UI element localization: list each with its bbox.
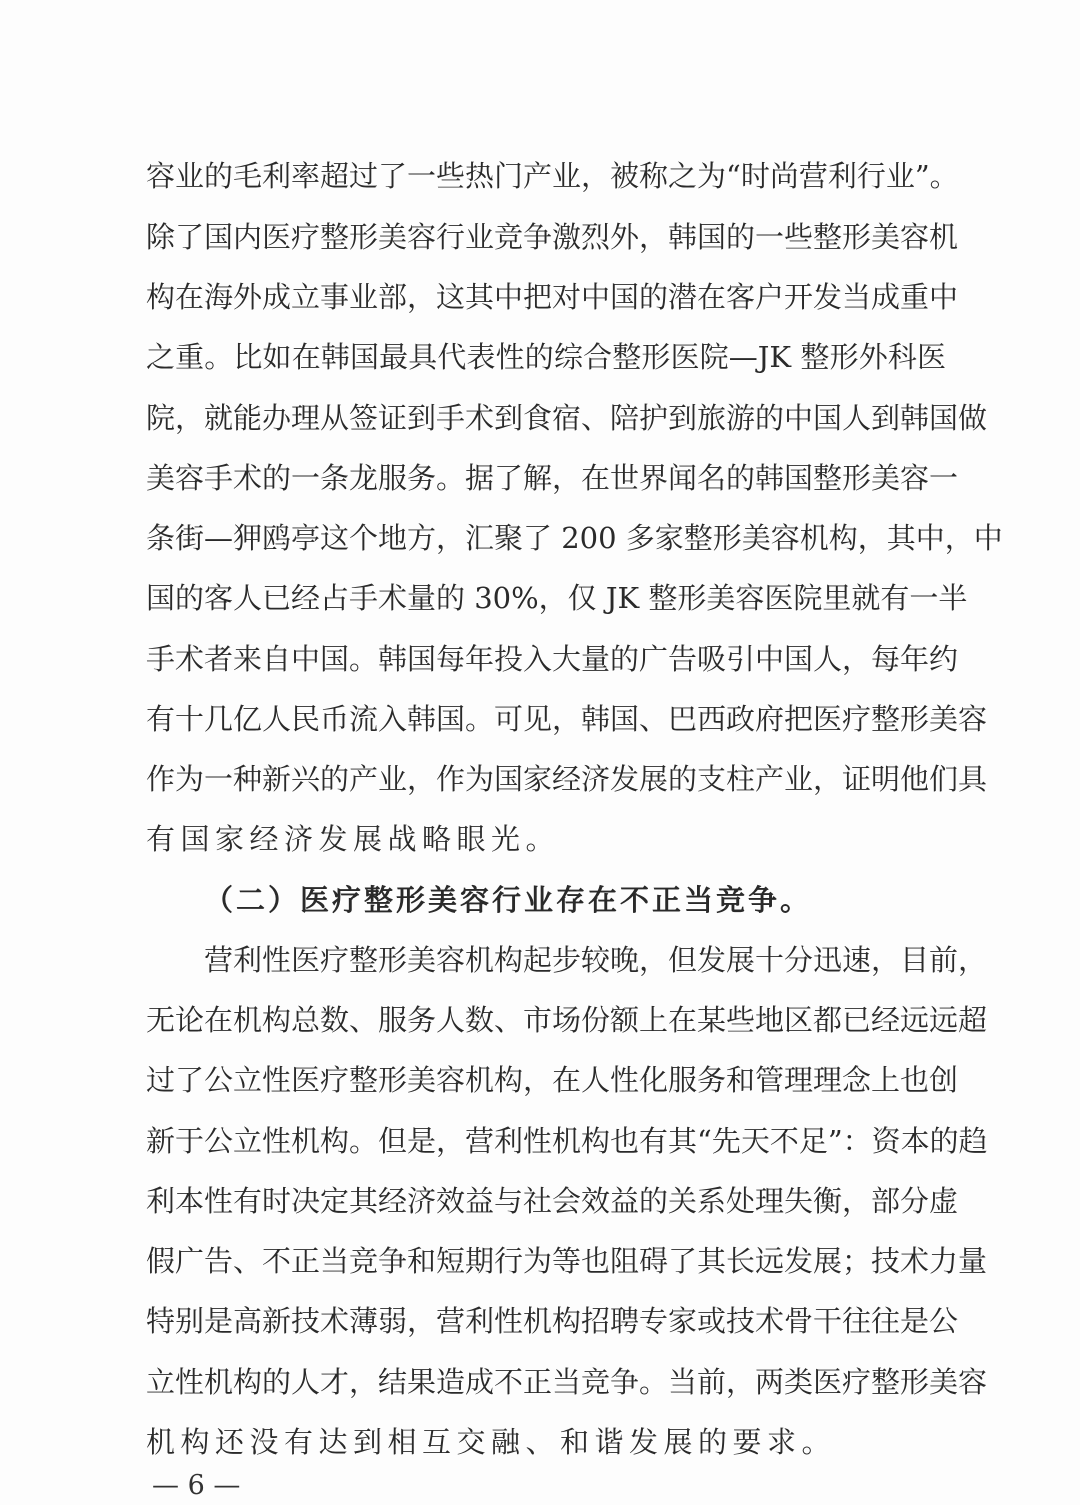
paragraph-1-line-9: 手术者来自中国。韩国每年投入大量的广告吸引中国人，每年约 [146, 642, 959, 676]
paragraph-1-line-4: 之重。比如在韩国最具代表性的综合整形医院—JK 整形外科医 [146, 340, 946, 374]
paragraph-2-line-3: 过了公立性医疗整形美容机构，在人性化服务和管理理念上也创 [146, 1063, 959, 1097]
paragraph-2-line-6: 假广告、不正当竞争和短期行为等也阻碍了其长远发展；技术力量 [146, 1244, 988, 1278]
paragraph-1-line-3: 构在海外成立事业部，这其中把对中国的潜在客户开发当成重中 [146, 280, 959, 314]
paragraph-1-line-11: 作为一种新兴的产业，作为国家经济发展的支柱产业，证明他们具 [146, 762, 988, 796]
paragraph-1-line-5: 院，就能办理从签证到手术到食宿、陪护到旅游的中国人到韩国做 [146, 401, 988, 435]
paragraph-2-line-1: 营利性医疗整形美容机构起步较晚，但发展十分迅速，目前， [204, 943, 988, 977]
section-heading: （二）医疗整形美容行业存在不正当竞争。 [204, 883, 813, 917]
paragraph-1-line-8: 国的客人已经占手术量的 30%，仅 JK 整形美容医院里就有一半 [146, 581, 968, 615]
paragraph-2-line-8: 立性机构的人才，结果造成不正当竞争。当前，两类医疗整形美容 [146, 1365, 988, 1399]
paragraph-2-line-5: 利本性有时决定其经济效益与社会效益的关系处理失衡，部分虚 [146, 1184, 959, 1218]
paragraph-2-line-4: 新于公立性机构。但是，营利性机构也有其“先天不足”：资本的趋 [146, 1124, 988, 1158]
paragraph-1-line-7: 条街—狎鸥亭这个地方，汇聚了 200 多家整形美容机构，其中，中 [146, 521, 1003, 555]
paragraph-1-line-10: 有十几亿人民币流入韩国。可见，韩国、巴西政府把医疗整形美容 [146, 702, 988, 736]
paragraph-2-line-7: 特别是高新技术薄弱，营利性机构招聘专家或技术骨干往往是公 [146, 1304, 959, 1338]
paragraph-1-line-6: 美容手术的一条龙服务。据了解，在世界闻名的韩国整形美容一 [146, 461, 959, 495]
paragraph-2-line-2: 无论在机构总数、服务人数、市场份额上在某些地区都已经远远超 [146, 1003, 988, 1037]
paragraph-2-line-9: 机构还没有达到相互交融、和谐发展的要求。 [146, 1425, 837, 1459]
paragraph-1-line-2: 除了国内医疗整形美容行业竞争激烈外，韩国的一些整形美容机 [146, 220, 959, 254]
paragraph-1-line-1: 容业的毛利率超过了一些热门产业，被称之为“时尚营利行业”。 [146, 159, 959, 193]
paragraph-1-line-12: 有国家经济发展战略眼光。 [146, 822, 561, 856]
page-number: — 6 — [152, 1470, 241, 1501]
